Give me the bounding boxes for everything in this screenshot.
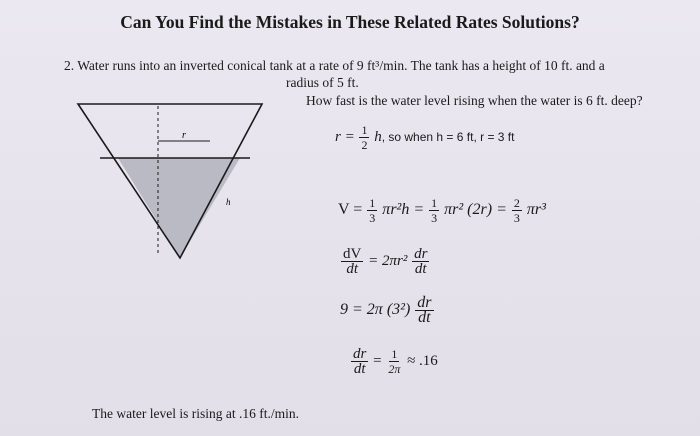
step-derivative: $\frac{dV}{dt}$ = 2πr² $\frac{dr}{dt}$ bbox=[343, 246, 428, 277]
problem-statement bbox=[64, 57, 605, 91]
page-title: Can You Find the Mistakes in These Related Rates Solutions? bbox=[120, 12, 580, 32]
conclusion-text: The water level is rising at .16 ft./min. bbox=[92, 406, 299, 421]
step-substitution: 9 = 2π (3²) $\frac{dr}{dt}$ bbox=[340, 294, 432, 326]
problem-number: 2. bbox=[64, 58, 75, 73]
step-radius-relation: r = $\frac{1}{2}$ h, so when h = 6 ft, r = 3 ft bbox=[335, 123, 515, 152]
problem-text-line1: Water runs into an inverted conical tank at a rate of 9 ft³/min. The tank has a height of 10 ft. and a bbox=[77, 58, 605, 73]
label-h: h bbox=[226, 197, 231, 207]
label-r: r bbox=[182, 130, 186, 141]
problem-text-line2: radius of 5 ft. bbox=[286, 75, 359, 90]
problem-question: How fast is the water level rising when the water is 6 ft. deep? bbox=[306, 93, 643, 108]
water-region bbox=[118, 158, 240, 258]
cone-diagram bbox=[70, 98, 270, 278]
step-volume-formula: V = $\frac{1}{3}$ πr²h = $\frac{1}{3}$ πr² (2r) = $\frac{2}{3}$ πr³ bbox=[338, 196, 546, 225]
step-result: $\frac{dr}{dt}$ = $\frac{1}{2\pi}$ ≈ .16 bbox=[353, 346, 438, 377]
